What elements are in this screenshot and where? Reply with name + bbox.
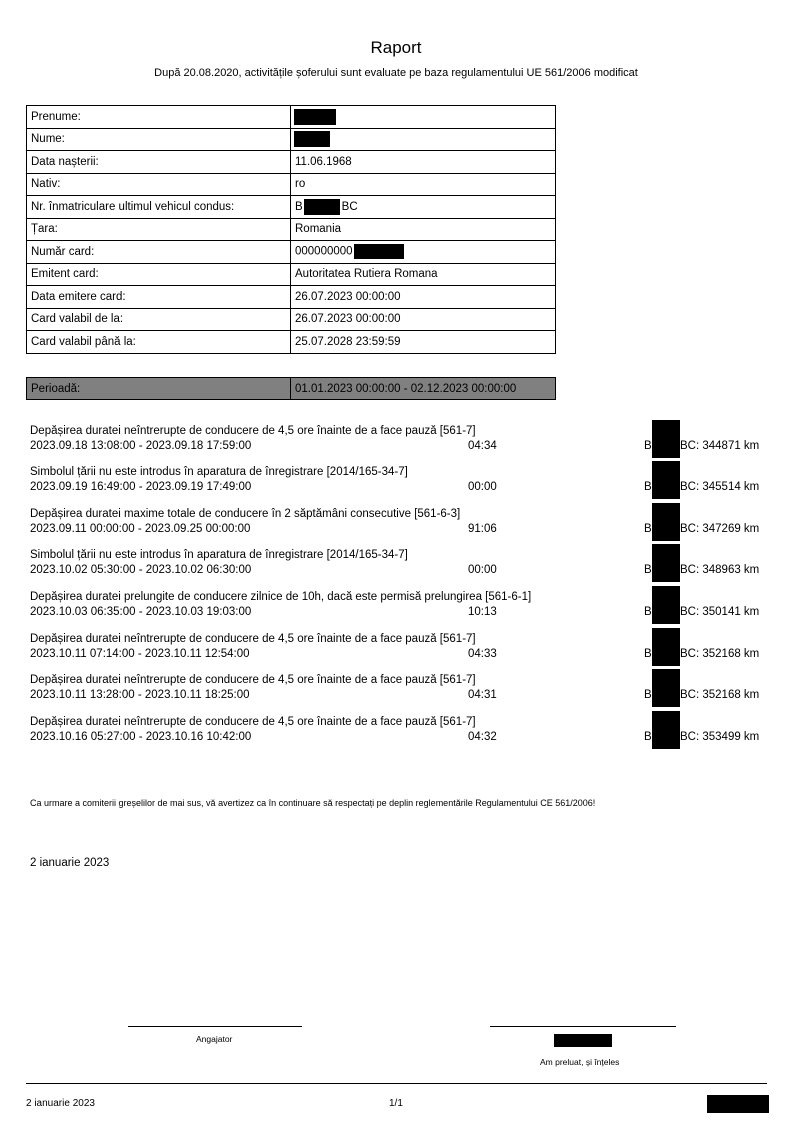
info-row-vehicle-plate <box>27 196 556 219</box>
infringement-period: 2023.10.11 07:14:00 - 2023.10.11 12:54:00 <box>30 648 250 660</box>
redacted-box <box>354 244 404 259</box>
info-value: 25.07.2028 23:59:59 <box>291 331 556 354</box>
info-row-card-valid-from <box>27 308 556 331</box>
vehicle-odometer <box>644 605 760 620</box>
vehicle-plate-suffix-km: BC: 350141 km <box>680 606 760 618</box>
vehicle-plate-prefix: B <box>644 523 652 535</box>
info-label: Data emitere card: <box>27 286 291 309</box>
infringement-description: Depășirea duratei neîntrerupte de conducere de 4,5 ore înainte de a face pauză [561-7] <box>30 425 476 437</box>
report-title: Raport <box>370 38 422 57</box>
infringement-duration: 91:06 <box>468 523 497 535</box>
redacted-box <box>652 420 680 458</box>
vehicle-plate-suffix-km: BC: 352168 km <box>680 648 760 660</box>
infringement-duration: 00:00 <box>468 481 497 493</box>
infringement-period: 2023.09.18 13:08:00 - 2023.09.18 17:59:00 <box>30 440 252 452</box>
infringement-item <box>30 548 770 578</box>
period-row <box>27 378 556 400</box>
vehicle-odometer <box>644 439 760 454</box>
infringement-period: 2023.09.11 00:00:00 - 2023.09.25 00:00:00 <box>30 523 251 535</box>
info-row-card-valid-to <box>27 331 556 354</box>
vehicle-odometer <box>644 480 760 495</box>
info-value: Romania <box>291 218 556 241</box>
driver-signature-line <box>490 1026 676 1027</box>
info-value: 26.07.2023 00:00:00 <box>291 308 556 331</box>
info-value: 26.07.2023 00:00:00 <box>291 286 556 309</box>
info-row-birth-date <box>27 151 556 174</box>
infringement-item <box>30 424 770 454</box>
info-label: Card valabil până la: <box>27 331 291 354</box>
vehicle-plate-suffix-km: BC: 353499 km <box>680 731 760 743</box>
redacted-box <box>707 1095 769 1113</box>
redacted-box <box>304 199 340 215</box>
vehicle-plate-prefix: B <box>644 689 652 701</box>
infringement-item <box>30 507 770 537</box>
redacted-box <box>652 669 680 707</box>
infringement-period: 2023.09.19 16:49:00 - 2023.09.19 17:49:00 <box>30 481 252 493</box>
infringement-details <box>30 647 770 662</box>
employer-label: Angajator <box>196 1034 233 1044</box>
vehicle-plate-prefix: B <box>644 440 652 452</box>
infringement-item <box>30 632 770 662</box>
redacted-box <box>652 711 680 749</box>
plate-prefix: B <box>295 200 303 213</box>
infringement-description: Depășirea duratei maxime totale de conducere în 2 săptămâni consecutive [561-6-3] <box>30 508 461 520</box>
info-label: Prenume: <box>27 106 291 129</box>
info-row-card-number <box>27 241 556 264</box>
vehicle-plate-suffix-km: BC: 348963 km <box>680 564 760 576</box>
vehicle-odometer <box>644 563 760 578</box>
info-row-native <box>27 173 556 196</box>
infringement-duration: 04:32 <box>468 731 497 743</box>
infringement-description: Simbolul țării nu este introdus în aparatura de înregistrare [2014/165-34-7] <box>30 466 408 478</box>
infringement-duration: 10:13 <box>468 606 497 618</box>
info-row-first-name <box>27 106 556 129</box>
infringement-duration: 04:33 <box>468 648 497 660</box>
vehicle-odometer <box>644 647 760 662</box>
card-number-visible: 000000000 <box>295 245 353 258</box>
infringement-description: Depășirea duratei neîntrerupte de conducere de 4,5 ore înainte de a face pauză [561-7] <box>30 633 476 645</box>
redacted-box <box>554 1034 612 1047</box>
infringement-period: 2023.10.02 05:30:00 - 2023.10.02 06:30:00 <box>30 564 252 576</box>
vehicle-plate-suffix-km: BC: 345514 km <box>680 481 760 493</box>
infringement-duration: 04:34 <box>468 440 497 452</box>
vehicle-odometer <box>644 730 760 745</box>
info-row-card-issue-date <box>27 286 556 309</box>
info-label: Nativ: <box>27 173 291 196</box>
infringement-item <box>30 673 770 703</box>
redacted-box <box>294 109 336 125</box>
info-value <box>291 128 556 151</box>
vehicle-plate-prefix: B <box>644 648 652 660</box>
infringement-details <box>30 480 770 495</box>
vehicle-plate-suffix-km: BC: 344871 km <box>680 440 760 452</box>
redacted-box <box>652 544 680 582</box>
vehicle-plate-prefix: B <box>644 606 652 618</box>
infringement-description: Depășirea duratei neîntrerupte de conducere de 4,5 ore înainte de a face pauză [561-7] <box>30 674 476 686</box>
info-value <box>291 241 556 264</box>
infringement-details <box>30 439 770 454</box>
infringement-period: 2023.10.16 05:27:00 - 2023.10.16 10:42:00 <box>30 731 252 743</box>
redacted-box <box>294 131 330 147</box>
footer-divider <box>26 1083 767 1084</box>
document-date: 2 ianuarie 2023 <box>30 857 110 869</box>
redacted-box <box>652 628 680 666</box>
infringement-item <box>30 715 770 745</box>
infringement-description: Depășirea duratei neîntrerupte de conducere de 4,5 ore înainte de a face pauză [561-7] <box>30 716 476 728</box>
infringement-details <box>30 688 770 703</box>
info-value <box>291 196 556 219</box>
vehicle-plate-prefix: B <box>644 564 652 576</box>
infringement-item <box>30 465 770 495</box>
infringement-item <box>30 590 770 620</box>
vehicle-plate-prefix: B <box>644 731 652 743</box>
driver-info-table <box>26 105 556 354</box>
info-value: ro <box>291 173 556 196</box>
info-value: 11.06.1968 <box>291 151 556 174</box>
info-label: Țara: <box>27 218 291 241</box>
vehicle-odometer <box>644 688 760 703</box>
vehicle-plate-suffix-km: BC: 347269 km <box>680 523 760 535</box>
footer-date: 2 ianuarie 2023 <box>26 1098 95 1109</box>
info-label: Nume: <box>27 128 291 151</box>
info-row-country <box>27 218 556 241</box>
infringement-period: 2023.10.03 06:35:00 - 2023.10.03 19:03:00 <box>30 606 252 618</box>
period-value: 01.01.2023 00:00:00 - 02.12.2023 00:00:00 <box>291 378 556 400</box>
info-label: Card valabil de la: <box>27 308 291 331</box>
warning-text: Ca urmare a comiterii greșelilor de mai sus, vă avertizez ca în continuare să respectați pe deplin reglementările Regulamentului CE 561/2006! <box>30 798 596 808</box>
report-subtitle: După 20.08.2020, activitățile șoferului sunt evaluate pe baza regulamentului UE 561/2006 modificat <box>154 67 638 79</box>
plate-suffix: BC <box>341 200 358 213</box>
infringement-details <box>30 563 770 578</box>
vehicle-plate-suffix-km: BC: 352168 km <box>680 689 760 701</box>
infringement-period: 2023.10.11 13:28:00 - 2023.10.11 18:25:00 <box>30 689 250 701</box>
info-row-card-issuer <box>27 263 556 286</box>
info-label: Data nașterii: <box>27 151 291 174</box>
driver-acknowledgement-label: Am preluat, și înțeles <box>540 1057 620 1067</box>
infringement-description: Depășirea duratei prelungite de conducere zilnice de 10h, dacă este permisă prelungirea [561-6-1] <box>30 591 532 603</box>
period-table <box>26 377 556 400</box>
vehicle-plate-prefix: B <box>644 481 652 493</box>
infringement-duration: 04:31 <box>468 689 497 701</box>
infringement-details <box>30 730 770 745</box>
info-label: Emitent card: <box>27 263 291 286</box>
info-row-last-name <box>27 128 556 151</box>
info-label: Număr card: <box>27 241 291 264</box>
vehicle-odometer <box>644 522 760 537</box>
page-number: 1/1 <box>389 1098 403 1109</box>
employer-signature-line <box>128 1026 302 1027</box>
info-label: Nr. înmatriculare ultimul vehicul condus: <box>27 196 291 219</box>
redacted-box <box>652 461 680 499</box>
info-value: Autoritatea Rutiera Romana <box>291 263 556 286</box>
period-label: Perioadă: <box>27 378 291 400</box>
infringement-details <box>30 522 770 537</box>
infringement-duration: 00:00 <box>468 564 497 576</box>
infringement-details <box>30 605 770 620</box>
info-value <box>291 106 556 129</box>
redacted-box <box>652 503 680 541</box>
infringement-description: Simbolul țării nu este introdus în aparatura de înregistrare [2014/165-34-7] <box>30 549 408 561</box>
redacted-box <box>652 586 680 624</box>
